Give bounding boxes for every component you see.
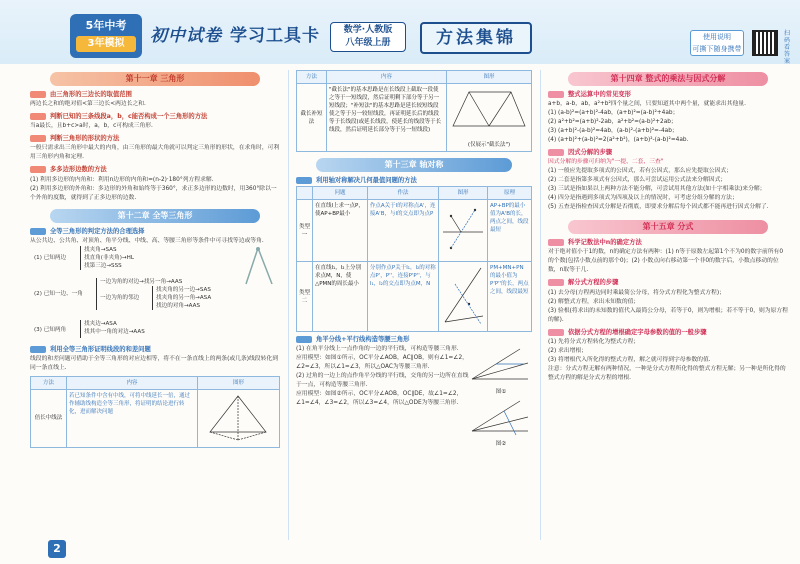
bisector-section <box>296 345 532 448</box>
table-row <box>297 84 532 152</box>
section-heading <box>296 335 532 344</box>
tree-case-2: (2) 已知一边、一角 <box>34 290 83 297</box>
section-title: 多多边形边数的方法 <box>50 166 107 174</box>
tree-case-1: (1) 已知两边 <box>34 254 67 261</box>
figure-2-caption: 图② <box>495 440 507 447</box>
table-cell-principle: PM+MN+PN的最小值为P'P''的长，两点之间，线段最短 <box>488 262 532 332</box>
table-cell-figure <box>198 389 280 447</box>
table-row <box>31 389 280 447</box>
figure-2-diagram <box>470 397 530 437</box>
brand-badge <box>70 14 142 58</box>
figure-caption: (仅展示"截长法") <box>467 142 511 148</box>
table-cell-type: 类型一 <box>297 200 313 262</box>
section-heading <box>30 345 280 354</box>
tree-leaf: 一边为角的对边→找另一角→AAS <box>100 278 183 285</box>
brand-badge-bottom: 3年模拟 <box>76 36 136 52</box>
chapter-11-heading: 第十一章 三角形 <box>50 72 260 86</box>
section-title: 利用轴对称解决几何最值问题的方法 <box>316 177 417 184</box>
table-cell-method: 截长补短法 <box>297 84 327 152</box>
formula-line: (2) a²+b²=(a+b)²-2ab，a²+b²=(a-b)²+2ab； <box>548 119 677 126</box>
table-row <box>297 262 532 332</box>
qr-code-icon[interactable] <box>752 30 778 56</box>
section-text: (2) 解整式方程，求出未知数的值； <box>548 298 640 305</box>
column-left <box>30 70 280 550</box>
section-text: (1) 去分母(方程两边同时乘最简公分母，将分式方程化为整式方程)； <box>548 289 725 296</box>
table-cell-method: 作点A关于l的对称点A'，连接A'B，与l的交点即为点P <box>367 200 438 262</box>
section-tag <box>296 177 312 184</box>
section-text: (2) 利用多边形的外角和：多边形的外角和始终等于360°，求正多边形的边数时，用360°除以一个外角的度数，就得到了正多边形的边数. <box>30 185 277 201</box>
section-text: 应用模型：如图①所示，OC平分∠AOB，AC∥OB，则有∠1=∠2，∠2=∠3，所以∠1=∠3，所以△OAC为等腰三角形. <box>296 355 468 371</box>
chapter-15-heading: 第十五章 分式 <box>568 220 768 234</box>
section-text: (3) 验根(将求出的未知数的值代入最简公分母，若等于0，则为增根；若不等于0，则为原方程的解). <box>548 307 788 323</box>
tree-leaf: 找夹角→SAS <box>84 246 117 253</box>
section-text: (1) 利用多边形的内角和：利用n边形的内角和=(n-2)·180°列方程求解. <box>30 176 214 183</box>
section-title: 角平分线+平行线构造等腰三角形 <box>316 336 410 344</box>
usage-note <box>690 30 744 56</box>
bisector-figures <box>470 345 532 448</box>
table-cell-figure <box>447 84 532 152</box>
section-text: a+b，a-b，ab，a²+b²四个量之间，只要知道其中两个量，就能求出其他量. <box>548 101 746 108</box>
section-tag <box>548 329 564 336</box>
section-title: 由三角形的三边长的取值范围 <box>50 91 132 98</box>
tree-brace <box>152 286 153 310</box>
section-heading <box>30 227 280 236</box>
table-header-row <box>297 71 532 84</box>
section-text: (5) 五查是指检查因式分解是否彻底，即要求分解后每个因式都不能再进行因式分解了. <box>548 204 769 211</box>
section-heading <box>548 328 788 337</box>
section-text: 两边长之和的绝对值<第三边长<两边长之和. <box>30 101 146 108</box>
section-title: 因式分解的步骤 <box>568 149 613 157</box>
page-number: 2 <box>48 540 66 558</box>
table-header-cell: 内容 <box>67 376 198 389</box>
tree-leaf: 找夹边→ASA <box>84 320 117 327</box>
section-title: 全等三角形的判定方法的合理选择 <box>50 227 145 235</box>
table-cell-method: 倍长中线法 <box>31 389 67 447</box>
column-middle <box>296 70 532 550</box>
section-tag <box>548 279 564 286</box>
header-title-3: 方法集锦 <box>420 22 532 54</box>
header-title-2: 学习工具卡 <box>230 26 320 46</box>
table-header-cell: 方法 <box>31 376 67 389</box>
section-title: 整式运算中的常见变形 <box>568 91 631 98</box>
table-header-cell: 图形 <box>439 187 488 200</box>
section-heading <box>548 278 788 287</box>
section-tag <box>30 91 46 98</box>
section-text: (3) 将增根代入所化得的整式方程，解之就可得到字母参数的值. <box>548 356 711 363</box>
section-text: 因式分解的步骤可归纳为"一提、二套、三查" <box>548 159 664 166</box>
tree-leaf: 找边的对角→AAS <box>156 302 201 309</box>
section-tag <box>30 346 46 353</box>
section-heading <box>548 148 788 157</box>
formula-line: (4) (a+b)²+(a-b)²=2(a²+b²)，(a+b)²-(a-b)²=4ab. <box>548 137 689 144</box>
congruence-decision-tree <box>30 246 280 342</box>
header-title-1: 初中试卷 <box>150 26 222 46</box>
usage-note-line1: 使用说明 <box>703 33 731 41</box>
tree-leaf: 找第三边→SSS <box>84 262 122 269</box>
formula-line: (3) (a+b)²-(a-b)²=4ab，(a-b)²-(a+b)²=-4ab； <box>548 128 678 135</box>
section-title: 解分式方程的步骤 <box>568 279 619 287</box>
tree-leaf: 找夹角的另一边→SAS <box>156 286 211 293</box>
reflection-figure-2 <box>441 264 485 326</box>
section-text: 当a最长，且b+c>a时，a，b，c可构成三角形. <box>30 123 153 130</box>
tree-leaf: 找直角(非夹角)→HL <box>84 254 134 261</box>
column-divider <box>288 70 289 540</box>
section-title: 利用全等三角形证明线段的和差问题 <box>50 345 151 353</box>
section-text: (1) 在角平分线上一点作角的一边的平行线，可构造等腰三角形. <box>296 346 459 353</box>
table-cell-problem: 在直线l₁，l₂上分别求点M，N，使△PMN的周长最小 <box>313 262 368 332</box>
section-text: 对于绝对值小于1的数，n的确定方法有两种：(1) n等于原数左起第1个不为0的数字前所有0的个数(包括小数点前的那个0)；(2) 小数点向右移动第一个非0的数字后，小数点移动的位数，n取等于几. <box>548 249 784 274</box>
section-tag <box>30 228 46 235</box>
section-text: (1) 一般应先提取多项式的公因式，若有公因式，那么应先提取公因式； <box>548 168 732 175</box>
table-cell-content: "截长法"的基本思路是在长线段上截取一段使之等于一短线段，然后证明剩下部分等于另一短线段；"补短法"的基本思路是延长较短线段使之等于另一较短线段，再证明延长后的线段等于长线段(或延长线段，使延长的线段等于长线段，然后证明延长部分等于另一短线段) <box>327 84 447 152</box>
tree-brace <box>80 246 81 270</box>
table-cell-principle: AP+BP的最小值为A'B的长，两点之间，线段最短 <box>488 200 532 262</box>
section-text: 一般只需求出三角形中最大的内角，由三角形的最大角就可以判定三角形的形状，在求角时，可利用三角形内角和定理. <box>30 145 280 161</box>
brand-badge-top: 5年中考 <box>85 19 127 32</box>
section-heading <box>30 134 280 143</box>
table-row <box>297 200 532 262</box>
section-tag <box>30 166 46 173</box>
tree-brace <box>80 320 81 338</box>
section-title: 判断已知的三条线段a，b，c能否构成一个三角形的方法 <box>50 113 208 121</box>
subject-grade-box <box>330 22 406 52</box>
method-table <box>30 376 280 448</box>
table-header-cell: 内容 <box>327 71 447 84</box>
tree-leaf: 找其中一角的对边→AAS <box>84 328 145 335</box>
section-title: 科学记数法中n的确定方法 <box>568 239 642 247</box>
table-cell-figure <box>439 262 488 332</box>
formula-line: (1) (a-b)²=(a+b)²-4ab，(a+b)²=(a-b)²+4ab； <box>548 110 679 117</box>
section-tag <box>548 91 564 98</box>
section-heading <box>30 90 280 99</box>
section-text: (2) 二套是指第多项式有公因式，那么可尝试运用公式法来分解因式； <box>548 177 727 184</box>
tree-leaf: 找夹角的另一角→ASA <box>156 294 212 301</box>
table-cell-content: 若已知条件中含有中线，可将中线延长一倍，通过作辅助线构造全等三角形，将证明的结论进行转化，进而解决问题 <box>67 389 198 447</box>
median-extension-figure <box>200 392 276 442</box>
section-text: 线段的和差问题可借助于全等三角形的对应边相等，将不在一条直线上的两条(或几条)线段转化到同一条直线上. <box>30 355 278 371</box>
column-right <box>548 70 788 550</box>
section-text: 应用模型：如图②所示，OC平分∠AOB，OC∥DE，故∠1=∠2，∠1=∠4，∠3=∠2，所以∠3=∠4，所以△ODE为等腰三角形. <box>296 391 463 407</box>
section-text: (3) 三试是指如果以上两种方法不能分解，可尝试用其他方法(如十字相乘法)来分解； <box>548 186 766 193</box>
table-header-cell: 方法 <box>297 71 327 84</box>
section-tag <box>30 113 46 120</box>
table-cell-figure <box>439 200 488 262</box>
section-tag <box>548 239 564 246</box>
section-heading <box>30 165 280 174</box>
header-banner <box>0 0 800 64</box>
figure-1-diagram <box>470 345 530 385</box>
grade-label: 八年级上册 <box>345 38 391 48</box>
tree-case-3: (3) 已知两角 <box>34 326 67 333</box>
tree-leaf: 一边为角的邻边 <box>100 294 140 301</box>
chapter-13-heading: 第十三章 轴对称 <box>316 158 512 172</box>
section-tag <box>296 336 312 343</box>
compass-ruler-icon <box>240 246 278 286</box>
table-header-cell: 图形 <box>447 71 532 84</box>
method-table <box>296 70 532 152</box>
subject-label: 数学·人教版 <box>343 25 393 35</box>
usage-note-line2: 可撕下随身携带 <box>692 45 742 53</box>
chapter-12-heading: 第十二章 全等三角形 <box>50 209 260 223</box>
table-cell-method: 分别作点P关于l₁，l₂的对称点P'，P''，连接P'P''，与l₁，l₂的交点即为点M，N <box>367 262 438 332</box>
table-cell-type: 类型二 <box>297 262 313 332</box>
section-text: (1) 先将分式方程转化为整式方程； <box>548 338 640 345</box>
reflection-figure-1 <box>441 202 485 256</box>
table-header-row <box>31 376 280 389</box>
column-divider <box>540 70 541 540</box>
section-title: 判断三角形的形状的方法 <box>50 135 120 143</box>
section-heading <box>548 90 788 99</box>
section-heading <box>30 112 280 121</box>
section-text: (4) 四分是指遇到多项式为四项及以上的情况时，可考虑分组分解的方法； <box>548 195 738 202</box>
section-tag <box>548 149 564 156</box>
section-text: 从公共边、公共角、对顶角、角平分线、中线、高、等腰三角形等条件中可寻找等边或等角. <box>30 237 264 244</box>
table-header-cell <box>297 187 313 200</box>
section-heading <box>296 176 532 185</box>
shortest-path-table <box>296 186 532 332</box>
table-header-cell: 问题 <box>313 187 368 200</box>
section-title: 依据分式方程的增根确定字母参数的值的一般步骤 <box>568 328 707 336</box>
section-text: (2) 求出增根； <box>548 347 588 354</box>
table-header-row <box>297 187 532 200</box>
cut-long-figure <box>449 86 529 138</box>
section-heading <box>548 238 788 247</box>
table-cell-problem: 在直线l上求一点P，使AP+BP最小 <box>313 200 368 262</box>
qr-caption: 扫码看答案 <box>784 30 791 65</box>
section-text: 注意：分式方程无解有两种情况，一种是分式方程所化得的整式方程无解；另一种是所化得的整式方程的解是分式方程的增根. <box>548 365 786 381</box>
section-text: (2) 过角的一边上的点作角平分线的平行线，交角的另一边所在直线于一点，可构造等腰三角形. <box>296 373 469 389</box>
table-header-cell: 图形 <box>198 376 280 389</box>
table-header-cell: 原理 <box>488 187 532 200</box>
tree-brace <box>96 278 97 310</box>
chapter-14-heading: 第十四章 整式的乘法与因式分解 <box>568 72 768 86</box>
section-tag <box>30 135 46 142</box>
figure-1-caption: 图① <box>495 388 507 395</box>
table-header-cell: 作法 <box>367 187 438 200</box>
